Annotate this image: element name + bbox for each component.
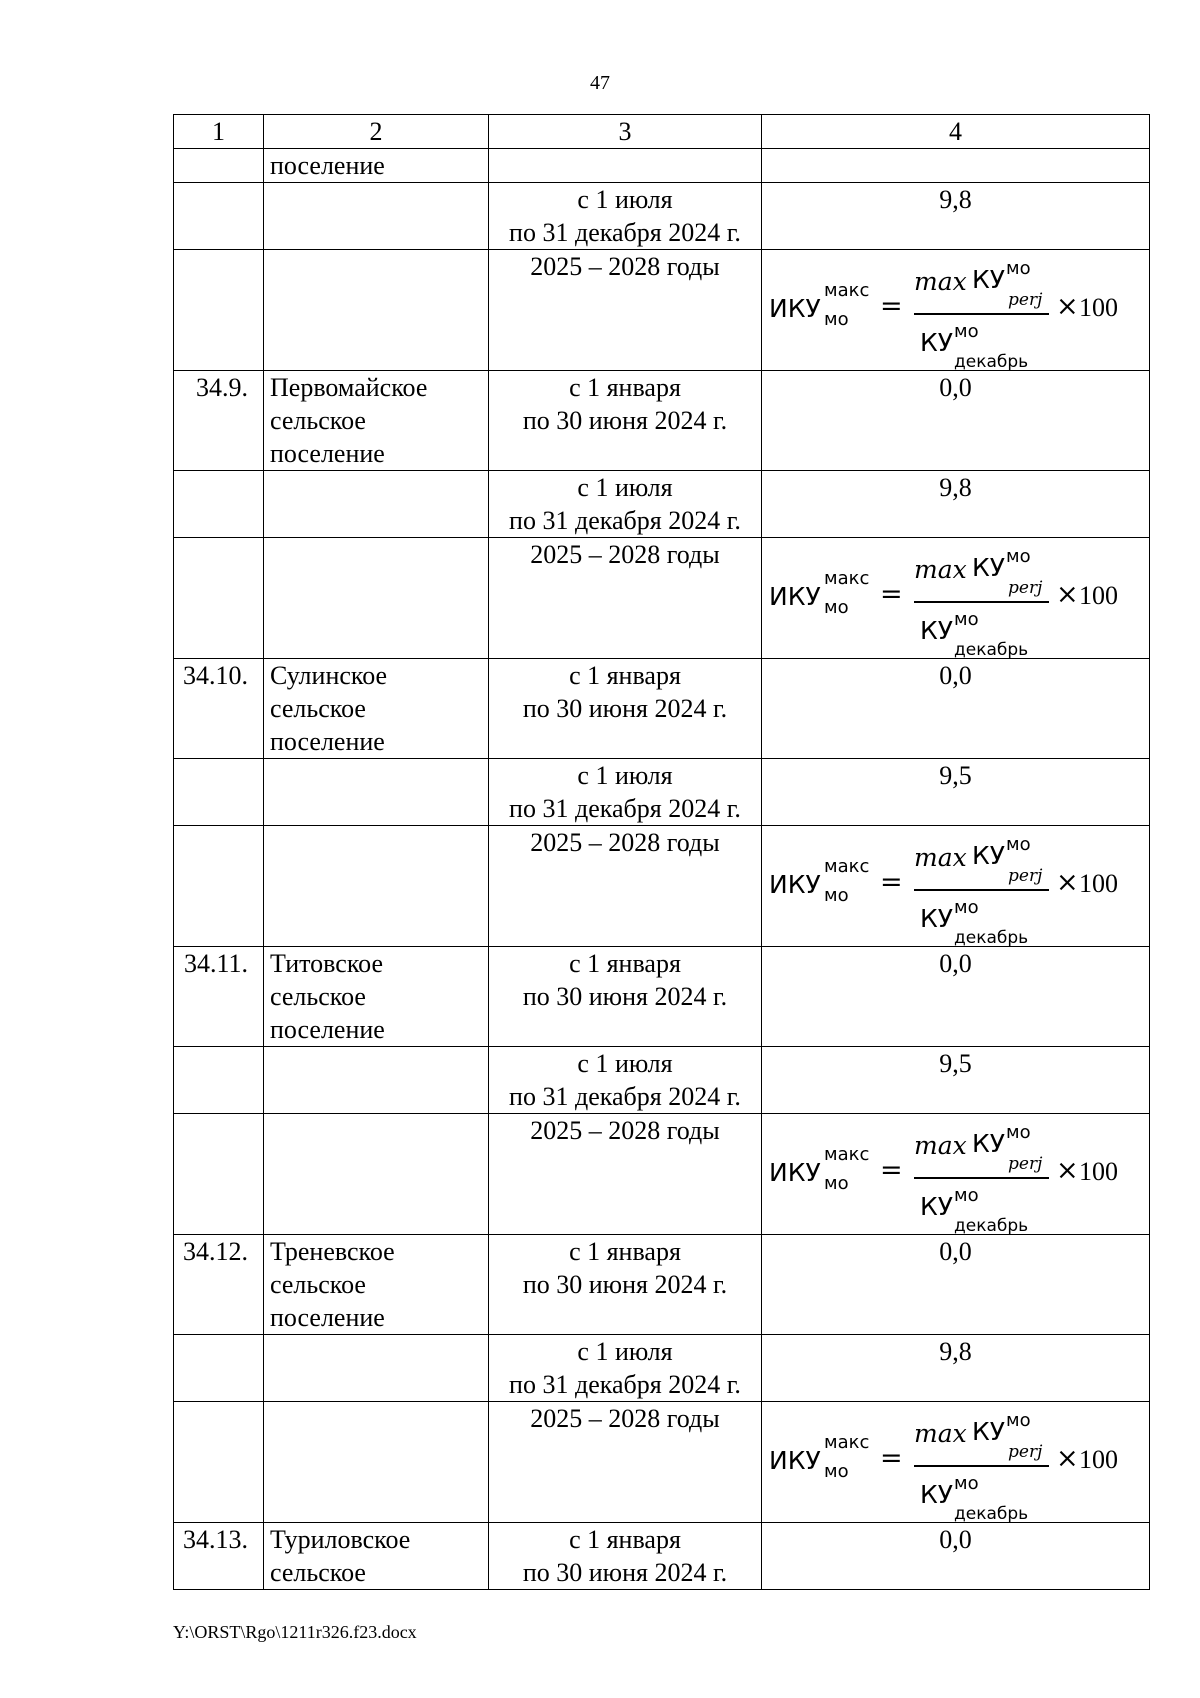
table-row [174, 149, 1150, 183]
cell-number [174, 1335, 264, 1402]
cell-value [762, 1402, 1150, 1523]
index-formula [762, 1114, 1149, 1236]
cell-value: 0,0 [762, 1235, 1150, 1335]
formula-numerator-sub: perj [1008, 1154, 1043, 1174]
formula-numerator-sup: мо [1006, 546, 1031, 567]
formula-lhs-sup: макс [824, 280, 870, 301]
formula-lhs-sup: макс [824, 568, 870, 589]
formula-times: × [1056, 291, 1079, 322]
cell-value: 0,0 [762, 1523, 1150, 1590]
formula-lhs: ИКУ [769, 1158, 821, 1187]
formula-denominator-sup: мо [954, 609, 979, 630]
cell-period: с 1 января по 30 июня 2024 г. [489, 947, 762, 1047]
cell-period: с 1 июля по 31 декабря 2024 г. [489, 1335, 762, 1402]
formula-lhs-sub: мо [824, 309, 849, 330]
fraction-bar [914, 1177, 1049, 1179]
cell-value: 0,0 [762, 659, 1150, 759]
cell-number: 34.13. [174, 1523, 264, 1590]
cell-settlement [264, 1114, 489, 1235]
table-row [174, 538, 1150, 659]
fraction-bar [914, 601, 1049, 603]
formula-denominator-sub: декабрь [954, 1504, 1029, 1524]
index-formula [762, 538, 1149, 660]
formula-numerator-sub: perj [1008, 290, 1043, 310]
formula-denominator-ku: КУ [920, 904, 953, 933]
table-row [174, 1335, 1150, 1402]
cell-period: 2025 – 2028 годы [489, 538, 762, 659]
formula-times: × [1056, 867, 1079, 898]
cell-period: 2025 – 2028 годы [489, 826, 762, 947]
cell-settlement: поселение [264, 149, 489, 183]
cell-value: 0,0 [762, 371, 1150, 471]
formula-numerator-sup: мо [1006, 258, 1031, 279]
cell-value: 9,8 [762, 1335, 1150, 1402]
formula-max: max [914, 843, 967, 872]
table-row [174, 1402, 1150, 1523]
cell-number [174, 149, 264, 183]
formula-denominator-sub: декабрь [954, 352, 1029, 372]
cell-value [762, 1114, 1150, 1235]
formula-numerator-sub: perj [1008, 866, 1043, 886]
cell-period: 2025 – 2028 годы [489, 1114, 762, 1235]
cell-number [174, 538, 264, 659]
table-header-row [174, 115, 1150, 149]
formula-max: max [914, 1131, 967, 1160]
cell-settlement [264, 759, 489, 826]
formula-denominator-ku: КУ [920, 328, 953, 357]
formula-factor: 100 [1079, 581, 1118, 610]
table-row [174, 371, 1150, 471]
formula-max: max [914, 267, 967, 296]
fraction-bar [914, 1465, 1049, 1467]
formula-equals: = [880, 867, 903, 898]
formula-times: × [1056, 1155, 1079, 1186]
formula-numerator-ku: КУ [972, 1129, 1005, 1158]
cell-number [174, 183, 264, 250]
formula-factor: 100 [1079, 293, 1118, 322]
page-number: 47 [590, 72, 610, 94]
formula-times: × [1056, 1443, 1079, 1474]
cell-settlement [264, 1402, 489, 1523]
cell-settlement [264, 183, 489, 250]
cell-number: 34.10. [174, 659, 264, 759]
header-col-2: 2 [264, 115, 489, 149]
table-row [174, 1047, 1150, 1114]
cell-period: 2025 – 2028 годы [489, 1402, 762, 1523]
index-formula [762, 1402, 1149, 1524]
formula-equals: = [880, 291, 903, 322]
cell-value [762, 149, 1150, 183]
table-row [174, 659, 1150, 759]
formula-lhs-sub: мо [824, 1461, 849, 1482]
formula-lhs-sup: макс [824, 1144, 870, 1165]
cell-number: 34.9. [174, 371, 264, 471]
cell-number [174, 1114, 264, 1235]
cell-settlement: Первомайское сельское поселение [264, 371, 489, 471]
cell-value: 9,8 [762, 471, 1150, 538]
formula-denominator-sup: мо [954, 1185, 979, 1206]
cell-number [174, 1047, 264, 1114]
cell-period: с 1 июля по 31 декабря 2024 г. [489, 471, 762, 538]
table-row [174, 826, 1150, 947]
cell-period: с 1 января по 30 июня 2024 г. [489, 371, 762, 471]
formula-lhs: ИКУ [769, 870, 821, 899]
cell-settlement [264, 1335, 489, 1402]
formula-factor: 100 [1079, 1157, 1118, 1186]
cell-value [762, 250, 1150, 371]
cell-settlement: Туриловское сельское [264, 1523, 489, 1590]
cell-number [174, 759, 264, 826]
formula-lhs: ИКУ [769, 1446, 821, 1475]
cell-period: с 1 июля по 31 декабря 2024 г. [489, 1047, 762, 1114]
fraction-bar [914, 889, 1049, 891]
formula-denominator-sup: мо [954, 897, 979, 918]
formula-equals: = [880, 1155, 903, 1186]
cell-value: 9,5 [762, 1047, 1150, 1114]
cell-period: с 1 июля по 31 декабря 2024 г. [489, 759, 762, 826]
formula-factor: 100 [1079, 869, 1118, 898]
cell-settlement: Титовское сельское поселение [264, 947, 489, 1047]
formula-lhs-sup: макс [824, 1432, 870, 1453]
cell-period: с 1 января по 30 июня 2024 г. [489, 659, 762, 759]
formula-numerator-ku: КУ [972, 553, 1005, 582]
formula-lhs-sub: мо [824, 597, 849, 618]
cell-period: с 1 января по 30 июня 2024 г. [489, 1523, 762, 1590]
formula-max: max [914, 1419, 967, 1448]
formula-lhs: ИКУ [769, 582, 821, 611]
header-col-4: 4 [762, 115, 1150, 149]
table-row [174, 1235, 1150, 1335]
formula-numerator-ku: КУ [972, 1417, 1005, 1446]
table-row [174, 183, 1150, 250]
fraction-bar [914, 313, 1049, 315]
cell-value: 9,8 [762, 183, 1150, 250]
formula-numerator-sup: мо [1006, 834, 1031, 855]
file-path-footer: Y:\ORST\Rgo\1211r326.f23.docx [173, 1622, 417, 1642]
cell-value: 9,5 [762, 759, 1150, 826]
cell-number [174, 826, 264, 947]
formula-denominator-sub: декабрь [954, 1216, 1029, 1236]
cell-period: 2025 – 2028 годы [489, 250, 762, 371]
index-formula [762, 250, 1149, 372]
cell-settlement [264, 538, 489, 659]
formula-denominator-ku: КУ [920, 616, 953, 645]
formula-numerator-sup: мо [1006, 1122, 1031, 1143]
cell-settlement [264, 826, 489, 947]
formula-denominator-ku: КУ [920, 1480, 953, 1509]
table-row [174, 471, 1150, 538]
table-row [174, 759, 1150, 826]
formula-numerator-sub: perj [1008, 578, 1043, 598]
formula-lhs-sub: мо [824, 1173, 849, 1194]
cell-number: 34.11. [174, 947, 264, 1047]
formula-equals: = [880, 579, 903, 610]
formula-lhs-sup: макс [824, 856, 870, 877]
formula-numerator-ku: КУ [972, 841, 1005, 870]
formula-max: max [914, 555, 967, 584]
formula-factor: 100 [1079, 1445, 1118, 1474]
tariff-table [173, 114, 1150, 1590]
cell-settlement [264, 1047, 489, 1114]
formula-lhs-sub: мо [824, 885, 849, 906]
formula-numerator-sup: мо [1006, 1410, 1031, 1431]
cell-number: 34.12. [174, 1235, 264, 1335]
formula-denominator-ku: КУ [920, 1192, 953, 1221]
header-col-1: 1 [174, 115, 264, 149]
formula-times: × [1056, 579, 1079, 610]
formula-denominator-sub: декабрь [954, 640, 1029, 660]
cell-settlement: Треневское сельское поселение [264, 1235, 489, 1335]
table-body [174, 115, 1150, 1590]
index-formula [762, 826, 1149, 948]
cell-period: с 1 января по 30 июня 2024 г. [489, 1235, 762, 1335]
formula-denominator-sup: мо [954, 1473, 979, 1494]
formula-lhs: ИКУ [769, 294, 821, 323]
cell-number [174, 250, 264, 371]
cell-value [762, 538, 1150, 659]
cell-settlement [264, 471, 489, 538]
header-col-3: 3 [489, 115, 762, 149]
cell-period [489, 149, 762, 183]
cell-number [174, 1402, 264, 1523]
cell-value: 0,0 [762, 947, 1150, 1047]
table-row [174, 250, 1150, 371]
formula-denominator-sup: мо [954, 321, 979, 342]
formula-numerator-ku: КУ [972, 265, 1005, 294]
table-row [174, 1114, 1150, 1235]
formula-equals: = [880, 1443, 903, 1474]
table-row [174, 1523, 1150, 1590]
cell-settlement: Сулинское сельское поселение [264, 659, 489, 759]
cell-value [762, 826, 1150, 947]
formula-numerator-sub: perj [1008, 1442, 1043, 1462]
table-row [174, 947, 1150, 1047]
cell-number [174, 471, 264, 538]
formula-denominator-sub: декабрь [954, 928, 1029, 948]
cell-settlement [264, 250, 489, 371]
cell-period: с 1 июля по 31 декабря 2024 г. [489, 183, 762, 250]
